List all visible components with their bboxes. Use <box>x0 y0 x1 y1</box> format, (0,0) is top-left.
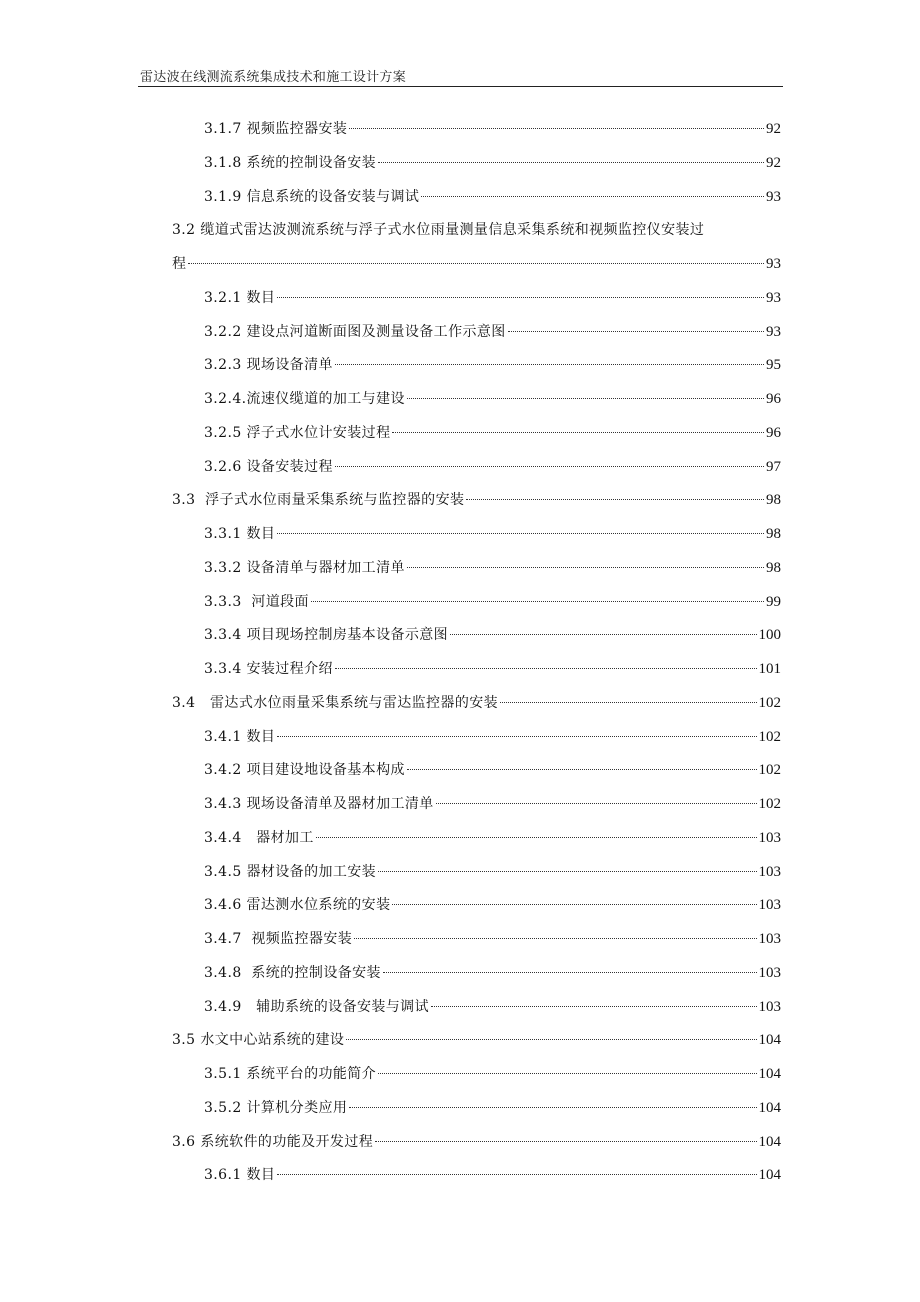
toc-entry-title: 3.2.3 现场设备清单 <box>204 357 333 374</box>
dot-leader <box>375 1141 756 1142</box>
toc-entry-title: 3.2.4.流速仪缆道的加工与建设 <box>204 391 405 407</box>
toc-entry-page-number: 96 <box>766 391 781 407</box>
toc-entry-page-number: 97 <box>766 458 781 475</box>
toc-entry-page-number: 102 <box>758 694 781 711</box>
toc-entry-title-continued: 程 <box>172 256 187 273</box>
toc-entry-title: 3.4.3 现场设备清单及器材加工清单 <box>204 796 434 812</box>
dot-leader <box>378 871 756 872</box>
dot-leader <box>383 972 757 973</box>
toc-entry-page-number: 93 <box>766 323 781 340</box>
toc-entry-title: 3.3.1 数目 <box>204 526 276 542</box>
toc-entry[interactable] <box>0 618 920 652</box>
toc-entry-title: 3.6 系统软件的功能及开发过程 <box>172 1133 374 1150</box>
toc-entry-page-number: 93 <box>766 289 781 306</box>
toc-entry-title: 3.3.4 安装过程介绍 <box>204 661 333 677</box>
toc-entry-page-number: 104 <box>758 1032 781 1049</box>
toc-entry-title: 3.4.6 雷达测水位系统的安装 <box>204 897 391 914</box>
dot-leader <box>349 128 764 129</box>
dot-leader <box>466 499 764 500</box>
toc-entry[interactable] <box>0 416 920 450</box>
toc-entry-title: 3.3.3 河道段面 <box>204 593 309 610</box>
toc-entry-page-number: 92 <box>766 154 781 171</box>
dot-leader <box>188 263 764 264</box>
toc-entry-page-number: 103 <box>758 897 781 914</box>
toc-entry-page-number: 100 <box>758 627 781 644</box>
dot-leader <box>277 736 756 737</box>
dot-leader <box>277 297 764 298</box>
dot-leader <box>508 331 764 332</box>
toc-entry[interactable] <box>0 990 920 1024</box>
toc-entry-title: 3.1.7 视频监控器安装 <box>204 121 348 137</box>
toc-entry-page-number: 104 <box>758 1066 781 1082</box>
toc-entry[interactable] <box>0 1158 920 1192</box>
toc-entry[interactable] <box>0 585 920 619</box>
toc-entry-title: 3.2 缆道式雷达波测流系统与浮子式水位雨量测量信息采集系统和视频监控仪安装过 <box>172 222 705 239</box>
toc-entry[interactable] <box>0 382 920 416</box>
toc-entry-title: 3.3.4 项目现场控制房基本设备示意图 <box>204 627 449 644</box>
toc-entry-page-number: 92 <box>766 121 781 137</box>
dot-leader <box>407 769 757 770</box>
toc-entry[interactable] <box>0 922 920 956</box>
toc-entry-title: 3.2.5 浮子式水位计安装过程 <box>204 424 391 441</box>
toc-entry[interactable] <box>0 483 920 517</box>
toc-entry-page-number: 93 <box>766 188 781 205</box>
toc-entry[interactable] <box>0 180 920 214</box>
dot-leader <box>335 364 764 365</box>
dot-leader <box>354 938 756 939</box>
toc-entry-title: 3.4.5 器材设备的加工安装 <box>204 863 377 880</box>
toc-entry[interactable] <box>0 281 920 315</box>
dot-leader <box>500 702 756 703</box>
toc-entry[interactable] <box>0 821 920 855</box>
dot-leader <box>335 466 764 467</box>
toc-entry-page-number: 99 <box>766 593 781 610</box>
toc-entry-title: 3.2.2 建设点河道断面图及测量设备工作示意图 <box>204 323 506 340</box>
dot-leader <box>277 533 764 534</box>
toc-entry[interactable] <box>0 450 920 484</box>
toc-entry[interactable] <box>0 1091 920 1125</box>
dot-leader <box>346 1039 756 1040</box>
toc-entry-title: 3.1.8 系统的控制设备安装 <box>204 154 377 171</box>
toc-entry[interactable] <box>0 753 920 787</box>
dot-leader <box>392 432 764 433</box>
toc-entry[interactable] <box>0 551 920 585</box>
toc-entry-page-number: 101 <box>758 661 781 677</box>
toc-entry-title: 3.4.7 视频监控器安装 <box>204 931 353 947</box>
toc-entry-page-number: 95 <box>766 357 781 374</box>
toc-entry-title: 3.2.6 设备安装过程 <box>204 458 333 475</box>
dot-leader <box>378 1073 756 1074</box>
toc-entry-page-number: 102 <box>758 728 781 745</box>
toc-entry-title: 3.5.2 计算机分类应用 <box>204 1099 348 1116</box>
toc-entry[interactable] <box>0 1023 920 1057</box>
dot-leader <box>335 668 757 669</box>
toc-entry-title: 3.4.2 项目建设地设备基本构成 <box>204 762 405 779</box>
toc-entry-page-number: 104 <box>758 1133 781 1150</box>
dot-leader <box>277 1174 756 1175</box>
dot-leader <box>436 803 757 804</box>
toc-entry-page-number: 104 <box>758 1099 781 1116</box>
dot-leader <box>421 196 764 197</box>
dot-leader <box>311 601 764 602</box>
toc-entry-page-number: 96 <box>766 424 781 441</box>
dot-leader <box>407 398 764 399</box>
toc-entry[interactable] <box>0 956 920 990</box>
toc-entry[interactable] <box>0 517 920 551</box>
toc-entry-title: 3.4.8 系统的控制设备安装 <box>204 964 381 981</box>
table-of-contents <box>0 112 920 1192</box>
toc-entry[interactable] <box>0 855 920 889</box>
dot-leader <box>349 1107 756 1108</box>
toc-entry-page-number: 103 <box>758 931 781 947</box>
dot-leader <box>316 837 757 838</box>
toc-entry-page-number: 98 <box>766 492 781 509</box>
dot-leader <box>378 162 764 163</box>
toc-entry-page-number: 103 <box>758 998 781 1015</box>
toc-entry-title: 3.5 水文中心站系统的建设 <box>172 1032 345 1049</box>
toc-entry[interactable] <box>0 787 920 821</box>
toc-entry[interactable] <box>0 146 920 180</box>
toc-entry-title: 3.6.1 数目 <box>204 1167 276 1184</box>
toc-entry[interactable] <box>0 348 920 382</box>
dot-leader <box>407 567 764 568</box>
toc-entry-page-number: 102 <box>758 762 781 779</box>
toc-entry[interactable] <box>0 888 920 922</box>
toc-entry[interactable] <box>0 112 920 146</box>
dot-leader <box>431 1006 757 1007</box>
toc-entry-page-number: 104 <box>758 1167 781 1184</box>
document-title: 雷达波在线测流系统集成技术和施工设计方案 <box>140 70 407 85</box>
toc-entry-page-number: 98 <box>766 559 781 576</box>
toc-entry[interactable] <box>0 720 920 754</box>
toc-entry-page-number: 103 <box>758 863 781 880</box>
toc-entry-title: 3.2.1 数目 <box>204 289 276 306</box>
toc-entry-page-number: 98 <box>766 526 781 542</box>
toc-entry-title: 3.3.2 设备清单与器材加工清单 <box>204 559 405 576</box>
toc-entry-title: 3.4 雷达式水位雨量采集系统与雷达监控器的安装 <box>172 694 499 711</box>
toc-entry[interactable] <box>0 686 920 720</box>
page-header <box>138 64 783 87</box>
toc-entry-title: 3.4.9 辅助系统的设备安装与调试 <box>204 998 429 1015</box>
toc-entry[interactable] <box>0 1125 920 1159</box>
toc-entry-title: 3.4.4 器材加工 <box>204 829 314 846</box>
toc-entry-page-number: 102 <box>758 796 781 812</box>
toc-entry-page-number: 93 <box>766 256 781 273</box>
toc-entry-title: 3.3 浮子式水位雨量采集系统与监控器的安装 <box>172 492 465 509</box>
toc-entry-title: 3.1.9 信息系统的设备安装与调试 <box>204 188 420 205</box>
toc-entry[interactable] <box>0 1057 920 1091</box>
dot-leader <box>450 634 756 635</box>
toc-entry-title: 3.5.1 系统平台的功能简介 <box>204 1066 377 1082</box>
toc-entry[interactable] <box>0 652 920 686</box>
toc-entry-page-number: 103 <box>758 829 781 846</box>
toc-entry-title: 3.4.1 数目 <box>204 728 276 745</box>
dot-leader <box>392 904 756 905</box>
toc-entry[interactable] <box>0 213 920 281</box>
toc-entry-page-number: 103 <box>758 964 781 981</box>
toc-entry[interactable] <box>0 315 920 349</box>
